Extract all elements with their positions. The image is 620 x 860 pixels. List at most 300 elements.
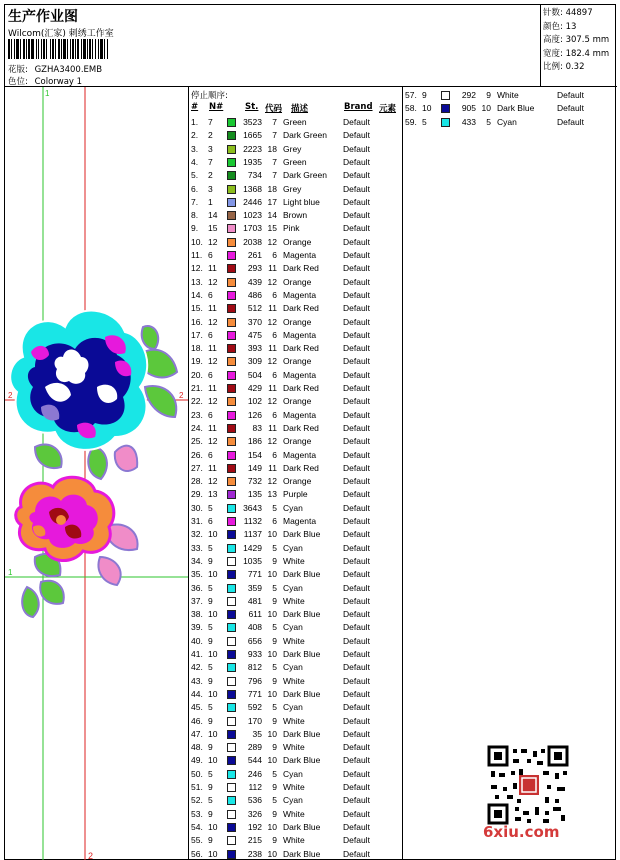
color-stop-row xyxy=(189,555,403,568)
color-swatch xyxy=(227,490,236,499)
thread-description: White xyxy=(283,675,305,686)
thread-code: 10 xyxy=(267,688,277,699)
thread-brand: Default xyxy=(343,369,370,380)
thread-brand: Default xyxy=(343,609,370,620)
barcode xyxy=(8,39,154,59)
stitch-count-cell: 246 xyxy=(247,768,262,779)
stitch-count-cell: 3523 xyxy=(243,117,262,127)
thread-description: Orange xyxy=(283,356,312,367)
thread-code: 17 xyxy=(267,196,277,207)
color-stop-row xyxy=(189,595,403,608)
thread-brand: Default xyxy=(343,728,370,739)
color-stop-row xyxy=(189,542,403,555)
thread-code: 11 xyxy=(268,303,277,314)
color-stop-row xyxy=(189,209,403,222)
col-header-element: 元素 xyxy=(379,104,397,114)
needle-number: 9 xyxy=(208,715,213,726)
color-stop-row xyxy=(189,116,403,129)
stitch-count-cell: 2223 xyxy=(243,143,262,154)
color-stop-row xyxy=(189,262,403,275)
needle-number: 10 xyxy=(422,103,432,114)
row-index: 16. xyxy=(191,316,203,327)
thread-brand: Default xyxy=(343,210,370,221)
stitch-count-cell: 1035 xyxy=(243,555,262,566)
row-index: 23. xyxy=(191,409,203,420)
thread-code: 12 xyxy=(267,236,277,247)
needle-number: 5 xyxy=(208,795,213,806)
thread-code: 6 xyxy=(272,289,277,300)
needle-number: 5 xyxy=(208,768,213,779)
row-index: 7. xyxy=(191,196,199,207)
color-swatch xyxy=(227,291,236,300)
needle-number: 12 xyxy=(208,436,218,447)
color-swatch xyxy=(227,145,236,154)
thread-code: 9 xyxy=(272,715,277,726)
thread-description: Dark Blue xyxy=(283,529,321,540)
thread-brand: Default xyxy=(343,529,370,540)
stitch-count-cell: 1429 xyxy=(243,542,262,553)
needle-number: 11 xyxy=(208,263,217,274)
row-index: 24. xyxy=(191,422,203,433)
thread-description: Light blue xyxy=(283,196,320,207)
color-swatch xyxy=(227,637,236,646)
stitch-count-cell: 433 xyxy=(461,116,476,127)
needle-number: 10 xyxy=(208,688,218,699)
needle-number: 9 xyxy=(208,782,213,792)
row-index: 41. xyxy=(191,649,203,659)
thread-description: Cyan xyxy=(283,795,303,806)
row-index: 6. xyxy=(191,183,199,194)
thread-code: 7 xyxy=(272,170,277,181)
stitch-count-cell: 481 xyxy=(247,595,262,606)
color-swatch xyxy=(227,530,236,539)
thread-brand: Default xyxy=(343,449,370,460)
site-watermark: 6xiu.com xyxy=(483,823,560,841)
thread-code: 15 xyxy=(267,223,277,234)
color-swatch xyxy=(227,584,236,593)
thread-brand: Default xyxy=(343,835,370,846)
stitch-count-cell: 135 xyxy=(247,489,262,500)
thread-description: Dark Blue xyxy=(283,569,321,580)
thread-description: Cyan xyxy=(283,622,303,633)
thread-code: 10 xyxy=(267,609,277,620)
color-stop-row xyxy=(189,621,403,634)
color-stop-row xyxy=(189,143,403,156)
color-stop-row xyxy=(189,316,403,329)
row-index: 51. xyxy=(191,782,203,792)
thread-code: 10 xyxy=(267,728,277,739)
stitch-count-cell: 186 xyxy=(247,436,262,447)
color-swatch xyxy=(227,504,236,513)
needle-number: 15 xyxy=(208,223,218,234)
needle-number: 12 xyxy=(208,356,218,367)
stitch-count-cell: 215 xyxy=(247,835,262,846)
needle-number: 14 xyxy=(208,210,218,221)
guide-h2-right-label: 2 xyxy=(179,391,184,400)
color-stop-row xyxy=(189,834,403,847)
thread-brand: Default xyxy=(343,755,370,766)
color-stop-row xyxy=(189,276,403,289)
color-swatch xyxy=(227,318,236,327)
thread-brand: Default xyxy=(343,276,370,287)
color-stop-row xyxy=(189,794,403,807)
row-index: 53. xyxy=(191,808,203,819)
col-header-stitches: St. xyxy=(245,102,259,112)
stitch-count-cell: 408 xyxy=(247,622,262,633)
color-swatch xyxy=(227,743,236,752)
color-swatch xyxy=(227,756,236,765)
color-swatch xyxy=(227,171,236,180)
row-index: 12. xyxy=(191,263,203,274)
stitch-count-cell: 796 xyxy=(247,675,262,686)
color-stop-row xyxy=(189,422,403,435)
needle-number: 9 xyxy=(208,808,213,819)
embroidery-preview xyxy=(5,87,189,860)
thread-description: Dark Blue xyxy=(283,609,321,620)
stitch-count-cell: 1137 xyxy=(243,529,262,540)
thread-brand: Default xyxy=(343,436,370,447)
row-index: 40. xyxy=(191,635,203,646)
thread-code: 6 xyxy=(272,449,277,460)
row-index: 25. xyxy=(191,436,203,447)
stitch-count-cell: 475 xyxy=(247,329,262,340)
stitch-count-cell: 292 xyxy=(461,90,476,100)
col-header-needle: N# xyxy=(209,102,224,112)
thread-code: 12 xyxy=(267,356,277,367)
stitch-count-cell: 1023 xyxy=(243,210,262,221)
color-stop-row xyxy=(403,116,617,129)
thread-code: 6 xyxy=(272,516,277,526)
color-swatch xyxy=(227,836,236,845)
thread-description: Cyan xyxy=(283,702,303,713)
stitch-count-cell: 771 xyxy=(247,688,262,699)
color-stop-row xyxy=(189,661,403,674)
thread-description: Brown xyxy=(283,210,308,221)
thread-code: 11 xyxy=(268,263,277,274)
color-swatch xyxy=(227,677,236,686)
lower-flower xyxy=(16,477,114,560)
design-scale: 比例: 0.32 xyxy=(543,62,585,72)
col-header-brand: Brand xyxy=(344,102,373,112)
color-swatch xyxy=(227,850,236,859)
thread-code: 6 xyxy=(272,329,277,340)
thread-description: Purple xyxy=(283,489,308,500)
thread-code: 5 xyxy=(272,702,277,713)
color-stop-row xyxy=(189,449,403,462)
thread-code: 11 xyxy=(268,422,277,433)
thread-brand: Default xyxy=(343,649,370,659)
color-stop-row xyxy=(189,342,403,355)
thread-brand: Default xyxy=(343,183,370,194)
thread-code: 9 xyxy=(272,742,277,753)
thread-description: Dark Blue xyxy=(283,755,321,766)
thread-brand: Default xyxy=(343,569,370,580)
row-index: 54. xyxy=(191,821,203,832)
thread-description: Green xyxy=(283,156,307,167)
row-index: 44. xyxy=(191,688,203,699)
stitch-count-cell: 592 xyxy=(247,702,262,713)
row-index: 48. xyxy=(191,742,203,753)
needle-number: 11 xyxy=(208,462,217,473)
needle-number: 7 xyxy=(208,117,213,127)
thread-code: 12 xyxy=(267,316,277,327)
row-index: 20. xyxy=(191,369,203,380)
thread-description: Pink xyxy=(283,223,300,234)
row-index: 43. xyxy=(191,675,203,686)
needle-number: 6 xyxy=(208,329,213,340)
needle-number: 5 xyxy=(422,116,427,127)
stitch-count-cell: 732 xyxy=(247,476,262,487)
color-swatch xyxy=(227,650,236,659)
design-file: GZHA3400.EMB xyxy=(34,65,103,75)
thread-description: White xyxy=(497,90,519,100)
production-sheet xyxy=(4,4,616,860)
stitch-count-cell: 439 xyxy=(247,276,262,287)
thread-brand: Default xyxy=(343,476,370,487)
color-stop-row xyxy=(189,528,403,541)
thread-code: 10 xyxy=(267,569,277,580)
thread-code: 7 xyxy=(272,130,277,141)
thread-description: Dark Blue xyxy=(497,103,535,114)
color-stop-row xyxy=(189,169,403,182)
needle-number: 12 xyxy=(208,316,218,327)
needle-number: 11 xyxy=(208,303,217,314)
needle-number: 9 xyxy=(208,555,213,566)
row-index: 4. xyxy=(191,156,199,167)
color-stop-row xyxy=(189,289,403,302)
thread-description: Magenta xyxy=(283,409,317,420)
stitch-count-cell: 1935 xyxy=(243,156,262,167)
row-index: 50. xyxy=(191,768,203,779)
thread-code: 9 xyxy=(272,595,277,606)
color-swatch xyxy=(227,384,236,393)
stitch-count-cell: 293 xyxy=(247,263,262,274)
thread-brand: Default xyxy=(343,622,370,633)
thread-description: Orange xyxy=(283,236,312,247)
thread-brand: Default xyxy=(343,675,370,686)
thread-brand: Default xyxy=(343,196,370,207)
thread-brand: Default xyxy=(343,742,370,753)
design-preview xyxy=(5,87,189,860)
thread-description: Magenta xyxy=(283,516,317,526)
thread-brand: Default xyxy=(343,688,370,699)
stitch-count-cell: 1665 xyxy=(243,130,262,141)
thread-code: 12 xyxy=(267,396,277,407)
needle-number: 2 xyxy=(208,130,213,141)
thread-code: 9 xyxy=(272,675,277,686)
needle-number: 11 xyxy=(208,343,217,354)
color-swatch xyxy=(227,357,236,366)
thread-brand: Default xyxy=(343,223,370,234)
needle-number: 5 xyxy=(208,542,213,553)
color-swatch xyxy=(227,185,236,194)
thread-description: Dark Red xyxy=(283,422,319,433)
needle-number: 9 xyxy=(208,595,213,606)
thread-brand: Default xyxy=(343,662,370,673)
row-index: 26. xyxy=(191,449,203,460)
thread-code: 7 xyxy=(272,117,277,127)
color-stop-row xyxy=(189,568,403,581)
thread-brand: Default xyxy=(343,782,370,792)
stitch-count-cell: 812 xyxy=(247,662,262,673)
thread-code: 10 xyxy=(267,755,277,766)
row-index: 33. xyxy=(191,542,203,553)
color-stop-row xyxy=(189,848,403,860)
thread-brand: Default xyxy=(343,516,370,526)
needle-number: 10 xyxy=(208,649,218,659)
color-swatch xyxy=(227,158,236,167)
thread-code: 5 xyxy=(272,542,277,553)
stitch-count-cell: 486 xyxy=(247,289,262,300)
thread-brand: Default xyxy=(343,143,370,154)
color-stop-row xyxy=(189,156,403,169)
color-stop-row xyxy=(189,821,403,834)
thread-brand: Default xyxy=(343,156,370,167)
thread-code: 12 xyxy=(267,476,277,487)
thread-code: 5 xyxy=(272,622,277,633)
color-swatch xyxy=(227,238,236,247)
thread-description: White xyxy=(283,782,305,792)
colorway-label: 色位: xyxy=(8,77,28,87)
row-index: 52. xyxy=(191,795,203,806)
thread-description: Orange xyxy=(283,316,312,327)
row-index: 27. xyxy=(191,462,203,473)
color-stop-row xyxy=(189,808,403,821)
row-index: 15. xyxy=(191,303,203,314)
color-swatch xyxy=(227,597,236,606)
needle-number: 6 xyxy=(208,409,213,420)
stitch-count-cell: 154 xyxy=(247,449,262,460)
thread-description: Orange xyxy=(283,436,312,447)
thread-brand: Default xyxy=(343,635,370,646)
thread-brand: Default xyxy=(343,595,370,606)
thread-code: 10 xyxy=(267,529,277,540)
needle-number: 6 xyxy=(208,516,213,526)
thread-code: 9 xyxy=(272,808,277,819)
thread-description: Dark Blue xyxy=(283,649,321,659)
thread-brand: Default xyxy=(343,502,370,513)
needle-number: 12 xyxy=(208,476,218,487)
color-stop-row xyxy=(189,648,403,661)
guide-h2-label: 2 xyxy=(8,391,13,400)
needle-number: 11 xyxy=(208,422,217,433)
needle-number: 5 xyxy=(208,582,213,593)
color-stop-row xyxy=(189,488,403,501)
color-swatch xyxy=(227,264,236,273)
needle-number: 3 xyxy=(208,143,213,154)
thread-brand: Default xyxy=(343,462,370,473)
color-swatch xyxy=(227,663,236,672)
thread-code: 5 xyxy=(272,582,277,593)
row-index: 46. xyxy=(191,715,203,726)
color-stop-row xyxy=(189,129,403,142)
thread-brand: Default xyxy=(343,542,370,553)
row-index: 59. xyxy=(405,116,417,127)
stitch-count-cell: 289 xyxy=(247,742,262,753)
row-index: 32. xyxy=(191,529,203,540)
row-index: 10. xyxy=(191,236,203,247)
color-swatch xyxy=(227,570,236,579)
color-swatch xyxy=(227,451,236,460)
color-stop-row xyxy=(189,608,403,621)
row-index: 56. xyxy=(191,848,203,859)
thread-code: 9 xyxy=(272,835,277,846)
row-index: 45. xyxy=(191,702,203,713)
needle-number: 9 xyxy=(208,635,213,646)
thread-brand: Default xyxy=(557,90,584,100)
thread-brand: Default xyxy=(343,768,370,779)
color-stop-row xyxy=(189,741,403,754)
col-header-description: 描述 xyxy=(291,104,309,114)
thread-description: White xyxy=(283,808,305,819)
color-swatch xyxy=(227,437,236,446)
needle-number: 9 xyxy=(208,742,213,753)
stitch-count-cell: 112 xyxy=(248,782,262,792)
row-index: 5. xyxy=(191,170,199,181)
color-stop-row xyxy=(189,369,403,382)
color-swatch xyxy=(227,517,236,526)
needle-number: 10 xyxy=(208,609,218,620)
row-index: 42. xyxy=(191,662,203,673)
stitch-count-cell: 1703 xyxy=(243,223,262,234)
thread-code: 6 xyxy=(272,250,277,260)
color-stop-row xyxy=(189,635,403,648)
stats-panel xyxy=(541,5,617,87)
stitch-count-cell: 536 xyxy=(247,795,262,806)
color-stop-row xyxy=(189,701,403,714)
color-stop-row xyxy=(189,236,403,249)
needle-number: 10 xyxy=(208,848,218,859)
needle-number: 1 xyxy=(208,196,213,207)
thread-code: 5 xyxy=(272,795,277,806)
needle-number: 7 xyxy=(208,156,213,167)
thread-description: Grey xyxy=(283,143,302,154)
thread-code: 11 xyxy=(268,343,277,354)
color-stop-row xyxy=(189,355,403,368)
guide-v1-label: 1 xyxy=(45,89,50,98)
thread-brand: Default xyxy=(343,130,370,141)
color-stop-row xyxy=(403,89,617,102)
thread-code: 5 xyxy=(272,768,277,779)
needle-number: 10 xyxy=(208,755,218,766)
thread-description: Dark Red xyxy=(283,263,319,274)
thread-description: Dark Red xyxy=(283,462,319,473)
guide-v2-label: 2 xyxy=(88,851,94,860)
needle-number: 2 xyxy=(208,170,213,181)
thread-description: Grey xyxy=(283,183,302,194)
thread-code: 11 xyxy=(268,383,277,393)
stitch-count-cell: 512 xyxy=(247,303,262,314)
thread-brand: Default xyxy=(343,250,370,260)
color-stop-row xyxy=(189,475,403,488)
thread-code: 5 xyxy=(272,502,277,513)
thread-description: Dark Blue xyxy=(283,848,321,859)
thread-brand: Default xyxy=(343,582,370,593)
color-stop-row xyxy=(189,395,403,408)
row-index: 19. xyxy=(191,356,203,367)
stitch-count-cell: 656 xyxy=(247,635,262,646)
color-swatch xyxy=(227,304,236,313)
thread-description: Dark Red xyxy=(283,343,319,354)
stitch-count-cell: 192 xyxy=(247,821,262,832)
row-index: 39. xyxy=(191,622,203,633)
color-swatch xyxy=(441,118,450,127)
color-stop-row xyxy=(189,435,403,448)
stitch-count-cell: 359 xyxy=(247,582,262,593)
header-info xyxy=(5,5,541,87)
row-index: 38. xyxy=(191,609,203,620)
needle-number: 6 xyxy=(208,369,213,380)
